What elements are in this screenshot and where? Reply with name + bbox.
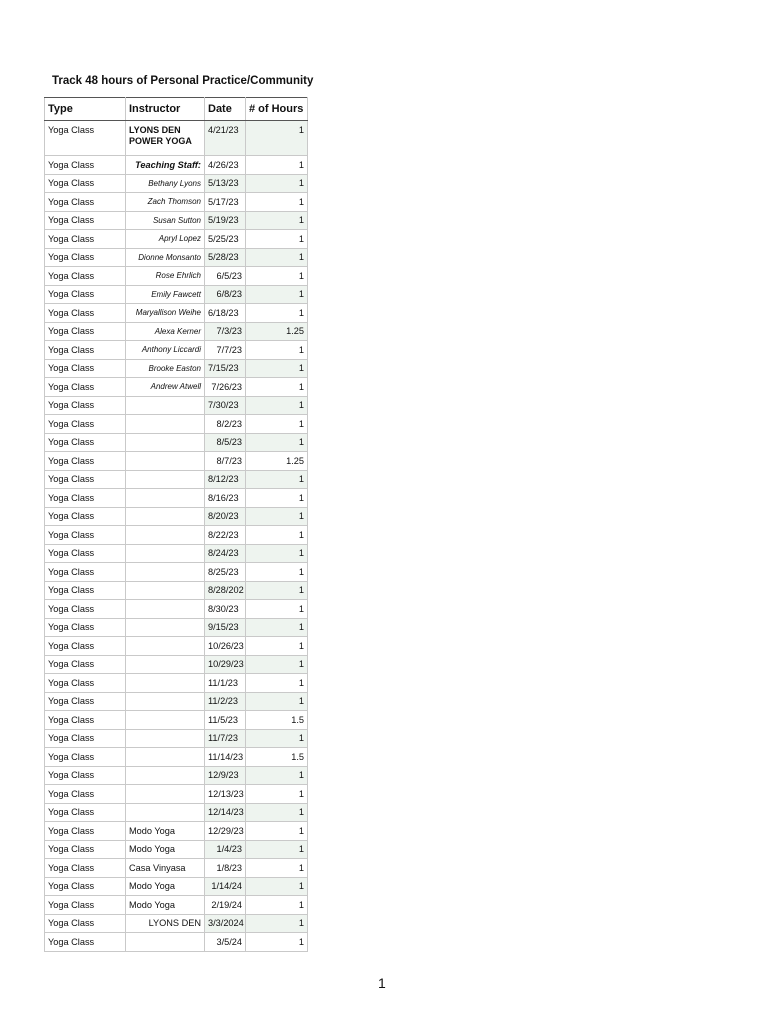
cell-date: 1/4/23 xyxy=(205,840,246,859)
cell-hours: 1 xyxy=(246,285,308,304)
cell-instructor xyxy=(126,526,205,545)
cell-type: Yoga Class xyxy=(45,267,126,286)
cell-date: 11/14/23 xyxy=(205,748,246,767)
cell-type: Yoga Class xyxy=(45,174,126,193)
cell-type: Yoga Class xyxy=(45,341,126,360)
cell-date: 8/30/23 xyxy=(205,600,246,619)
cell-instructor xyxy=(126,489,205,508)
page-number: 1 xyxy=(378,975,386,991)
cell-date: 1/14/24 xyxy=(205,877,246,896)
table-row xyxy=(45,174,308,193)
cell-hours: 1 xyxy=(246,655,308,674)
cell-date: 2/19/24 xyxy=(205,896,246,915)
cell-date: 10/26/23 xyxy=(205,637,246,656)
cell-instructor: LYONS DEN xyxy=(126,914,205,933)
cell-type: Yoga Class xyxy=(45,803,126,822)
cell-type: Yoga Class xyxy=(45,359,126,378)
cell-date: 8/24/23 xyxy=(205,544,246,563)
cell-date: 11/2/23 xyxy=(205,692,246,711)
cell-instructor: Emily Fawcett xyxy=(126,285,205,304)
cell-hours: 1 xyxy=(246,785,308,804)
cell-date: 4/26/23 xyxy=(205,156,246,175)
cell-hours: 1 xyxy=(246,174,308,193)
cell-type: Yoga Class xyxy=(45,156,126,175)
cell-hours: 1.5 xyxy=(246,748,308,767)
cell-date: 8/12/23 xyxy=(205,470,246,489)
cell-type: Yoga Class xyxy=(45,711,126,730)
cell-hours: 1 xyxy=(246,729,308,748)
cell-instructor: Modo Yoga xyxy=(126,840,205,859)
cell-date: 12/14/23 xyxy=(205,803,246,822)
cell-hours: 1 xyxy=(246,489,308,508)
cell-hours: 1 xyxy=(246,896,308,915)
cell-instructor xyxy=(126,581,205,600)
cell-hours: 1 xyxy=(246,526,308,545)
cell-hours: 1 xyxy=(246,877,308,896)
column-header-date: Date xyxy=(205,98,246,121)
table-row xyxy=(45,803,308,822)
table-row xyxy=(45,637,308,656)
cell-type: Yoga Class xyxy=(45,396,126,415)
cell-type: Yoga Class xyxy=(45,211,126,230)
cell-date: 8/25/23 xyxy=(205,563,246,582)
cell-instructor xyxy=(126,452,205,471)
cell-type: Yoga Class xyxy=(45,489,126,508)
cell-date: 8/22/23 xyxy=(205,526,246,545)
cell-hours: 1 xyxy=(246,600,308,619)
cell-hours: 1 xyxy=(246,341,308,360)
cell-type: Yoga Class xyxy=(45,563,126,582)
table-row xyxy=(45,877,308,896)
cell-hours: 1 xyxy=(246,637,308,656)
cell-date: 7/7/23 xyxy=(205,341,246,360)
table-row xyxy=(45,489,308,508)
cell-instructor xyxy=(126,544,205,563)
cell-hours: 1 xyxy=(246,914,308,933)
table-row xyxy=(45,230,308,249)
cell-hours: 1 xyxy=(246,156,308,175)
practice-hours-table xyxy=(44,97,308,952)
cell-type: Yoga Class xyxy=(45,121,126,156)
cell-type: Yoga Class xyxy=(45,748,126,767)
table-row xyxy=(45,211,308,230)
cell-instructor: Bethany Lyons xyxy=(126,174,205,193)
cell-hours: 1 xyxy=(246,121,308,156)
cell-type: Yoga Class xyxy=(45,544,126,563)
cell-hours: 1 xyxy=(246,933,308,952)
cell-type: Yoga Class xyxy=(45,729,126,748)
cell-hours: 1.25 xyxy=(246,322,308,341)
table-body xyxy=(45,121,308,952)
cell-date: 5/28/23 xyxy=(205,248,246,267)
cell-date: 10/29/23 xyxy=(205,655,246,674)
table-row xyxy=(45,304,308,323)
table-row xyxy=(45,563,308,582)
cell-type: Yoga Class xyxy=(45,526,126,545)
cell-type: Yoga Class xyxy=(45,877,126,896)
cell-instructor: Teaching Staff: xyxy=(126,156,205,175)
cell-instructor: Modo Yoga xyxy=(126,822,205,841)
table-row xyxy=(45,748,308,767)
cell-date: 8/16/23 xyxy=(205,489,246,508)
cell-type: Yoga Class xyxy=(45,896,126,915)
cell-type: Yoga Class xyxy=(45,766,126,785)
column-header-type: Type xyxy=(45,98,126,121)
cell-date: 5/13/23 xyxy=(205,174,246,193)
cell-type: Yoga Class xyxy=(45,692,126,711)
cell-date: 1/8/23 xyxy=(205,859,246,878)
table-row xyxy=(45,544,308,563)
cell-date: 7/15/23 xyxy=(205,359,246,378)
cell-instructor: Maryallison Weihe xyxy=(126,304,205,323)
cell-type: Yoga Class xyxy=(45,914,126,933)
cell-date: 9/15/23 xyxy=(205,618,246,637)
table-row xyxy=(45,470,308,489)
table-row xyxy=(45,507,308,526)
column-header-instructor: Instructor xyxy=(126,98,205,121)
table-row xyxy=(45,785,308,804)
table-row xyxy=(45,933,308,952)
cell-hours: 1 xyxy=(246,211,308,230)
cell-instructor xyxy=(126,674,205,693)
cell-date: 6/18/23 xyxy=(205,304,246,323)
table-row xyxy=(45,729,308,748)
cell-hours: 1 xyxy=(246,267,308,286)
cell-hours: 1 xyxy=(246,581,308,600)
table-row xyxy=(45,914,308,933)
cell-date: 3/5/24 xyxy=(205,933,246,952)
cell-date: 11/7/23 xyxy=(205,729,246,748)
table-row xyxy=(45,526,308,545)
cell-hours: 1 xyxy=(246,766,308,785)
cell-hours: 1 xyxy=(246,544,308,563)
cell-hours: 1 xyxy=(246,618,308,637)
cell-hours: 1 xyxy=(246,415,308,434)
table-row xyxy=(45,378,308,397)
cell-hours: 1 xyxy=(246,803,308,822)
cell-instructor xyxy=(126,563,205,582)
cell-type: Yoga Class xyxy=(45,507,126,526)
cell-hours: 1 xyxy=(246,433,308,452)
table-header-row xyxy=(45,98,308,121)
cell-type: Yoga Class xyxy=(45,840,126,859)
table-row xyxy=(45,121,308,156)
table-row xyxy=(45,655,308,674)
cell-date: 12/29/23 xyxy=(205,822,246,841)
cell-instructor xyxy=(126,655,205,674)
cell-instructor xyxy=(126,600,205,619)
table-row xyxy=(45,156,308,175)
cell-type: Yoga Class xyxy=(45,785,126,804)
cell-type: Yoga Class xyxy=(45,322,126,341)
cell-type: Yoga Class xyxy=(45,655,126,674)
cell-date: 6/5/23 xyxy=(205,267,246,286)
table-row xyxy=(45,415,308,434)
table-row xyxy=(45,822,308,841)
table-row xyxy=(45,396,308,415)
cell-type: Yoga Class xyxy=(45,674,126,693)
cell-instructor: Alexa Kerner xyxy=(126,322,205,341)
cell-instructor: Brooke Easton xyxy=(126,359,205,378)
cell-hours: 1 xyxy=(246,840,308,859)
table-row xyxy=(45,433,308,452)
cell-type: Yoga Class xyxy=(45,230,126,249)
cell-instructor xyxy=(126,415,205,434)
column-header-hours: # of Hours xyxy=(246,98,308,121)
cell-hours: 1 xyxy=(246,304,308,323)
table-row xyxy=(45,840,308,859)
cell-date: 3/3/2024 xyxy=(205,914,246,933)
cell-date: 5/19/23 xyxy=(205,211,246,230)
cell-date: 8/7/23 xyxy=(205,452,246,471)
cell-instructor xyxy=(126,396,205,415)
cell-type: Yoga Class xyxy=(45,378,126,397)
cell-date: 8/2/23 xyxy=(205,415,246,434)
cell-hours: 1.5 xyxy=(246,711,308,730)
cell-hours: 1 xyxy=(246,193,308,212)
cell-type: Yoga Class xyxy=(45,600,126,619)
table-row xyxy=(45,322,308,341)
cell-hours: 1 xyxy=(246,396,308,415)
cell-date: 11/1/23 xyxy=(205,674,246,693)
table-row xyxy=(45,766,308,785)
cell-instructor xyxy=(126,766,205,785)
cell-instructor xyxy=(126,470,205,489)
cell-instructor xyxy=(126,711,205,730)
cell-instructor xyxy=(126,729,205,748)
cell-type: Yoga Class xyxy=(45,822,126,841)
cell-instructor xyxy=(126,507,205,526)
cell-type: Yoga Class xyxy=(45,285,126,304)
table-row xyxy=(45,285,308,304)
cell-instructor xyxy=(126,933,205,952)
table-row xyxy=(45,896,308,915)
document-title: Track 48 hours of Personal Practice/Community xyxy=(52,75,314,87)
table-row xyxy=(45,600,308,619)
cell-instructor: Rose Ehrlich xyxy=(126,267,205,286)
cell-hours: 1 xyxy=(246,822,308,841)
cell-type: Yoga Class xyxy=(45,581,126,600)
cell-type: Yoga Class xyxy=(45,248,126,267)
cell-date: 7/30/23 xyxy=(205,396,246,415)
cell-hours: 1 xyxy=(246,563,308,582)
cell-instructor xyxy=(126,748,205,767)
cell-instructor: Anthony Liccardi xyxy=(126,341,205,360)
table-row xyxy=(45,452,308,471)
cell-date: 12/13/23 xyxy=(205,785,246,804)
cell-instructor: Susan Sutton xyxy=(126,211,205,230)
cell-date: 6/8/23 xyxy=(205,285,246,304)
table-row xyxy=(45,267,308,286)
cell-hours: 1 xyxy=(246,248,308,267)
table-row xyxy=(45,859,308,878)
cell-instructor xyxy=(126,785,205,804)
cell-type: Yoga Class xyxy=(45,452,126,471)
cell-type: Yoga Class xyxy=(45,304,126,323)
table-row xyxy=(45,341,308,360)
cell-date: 11/5/23 xyxy=(205,711,246,730)
table-row xyxy=(45,692,308,711)
cell-hours: 1 xyxy=(246,359,308,378)
cell-instructor xyxy=(126,692,205,711)
cell-hours: 1 xyxy=(246,692,308,711)
cell-date: 7/3/23 xyxy=(205,322,246,341)
cell-type: Yoga Class xyxy=(45,618,126,637)
cell-hours: 1 xyxy=(246,507,308,526)
cell-type: Yoga Class xyxy=(45,637,126,656)
cell-instructor: Apryl Lopez xyxy=(126,230,205,249)
cell-type: Yoga Class xyxy=(45,433,126,452)
cell-instructor: Modo Yoga xyxy=(126,877,205,896)
cell-type: Yoga Class xyxy=(45,193,126,212)
cell-type: Yoga Class xyxy=(45,933,126,952)
cell-hours: 1 xyxy=(246,230,308,249)
cell-instructor xyxy=(126,803,205,822)
cell-hours: 1.25 xyxy=(246,452,308,471)
cell-hours: 1 xyxy=(246,470,308,489)
cell-type: Yoga Class xyxy=(45,415,126,434)
cell-instructor: Dionne Monsanto xyxy=(126,248,205,267)
cell-date: 7/26/23 xyxy=(205,378,246,397)
cell-instructor: Andrew Atwell xyxy=(126,378,205,397)
table-row xyxy=(45,359,308,378)
table-row xyxy=(45,581,308,600)
cell-hours: 1 xyxy=(246,378,308,397)
cell-date: 5/17/23 xyxy=(205,193,246,212)
cell-date: 5/25/23 xyxy=(205,230,246,249)
cell-date: 12/9/23 xyxy=(205,766,246,785)
cell-instructor: Zach Thomson xyxy=(126,193,205,212)
cell-hours: 1 xyxy=(246,674,308,693)
cell-instructor xyxy=(126,618,205,637)
table-row xyxy=(45,618,308,637)
cell-type: Yoga Class xyxy=(45,470,126,489)
cell-instructor xyxy=(126,433,205,452)
cell-date: 8/28/202 xyxy=(205,581,246,600)
table-row xyxy=(45,193,308,212)
cell-instructor xyxy=(126,637,205,656)
cell-type: Yoga Class xyxy=(45,859,126,878)
cell-instructor: LYONS DEN POWER YOGA xyxy=(126,121,205,156)
cell-date: 8/20/23 xyxy=(205,507,246,526)
table-row xyxy=(45,711,308,730)
table-row xyxy=(45,674,308,693)
cell-date: 4/21/23 xyxy=(205,121,246,156)
cell-date: 8/5/23 xyxy=(205,433,246,452)
cell-instructor: Modo Yoga xyxy=(126,896,205,915)
table-row xyxy=(45,248,308,267)
cell-instructor: Casa Vinyasa xyxy=(126,859,205,878)
cell-hours: 1 xyxy=(246,859,308,878)
